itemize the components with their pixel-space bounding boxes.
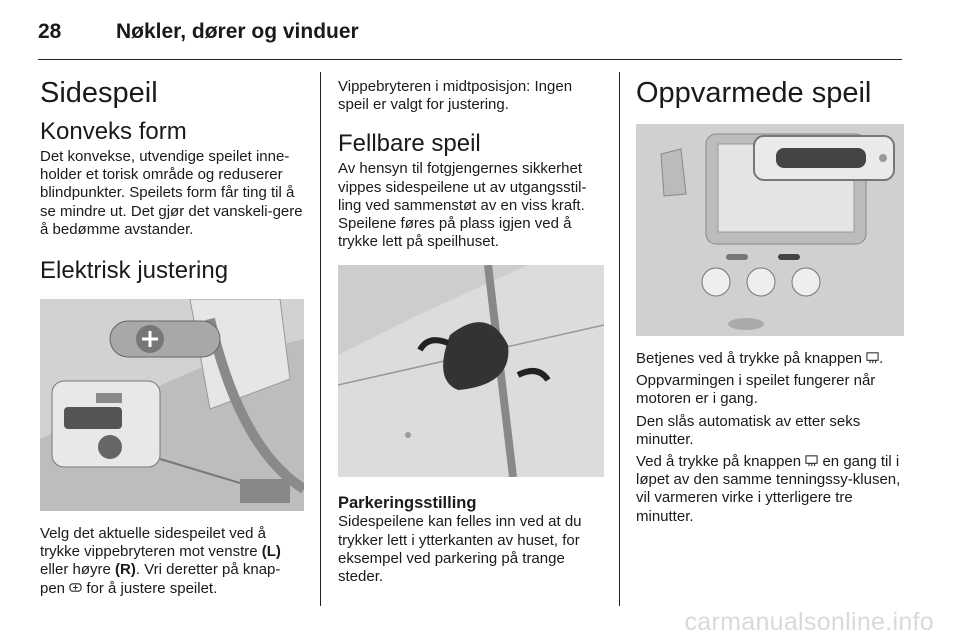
watermark: carmanualsonline.info: [684, 608, 934, 636]
rear-heat-icon: [866, 351, 879, 364]
folding-text: Av hensyn til fotgjengernes sikkerhet vippes sidespeilene ut av utgangsstil-ling ved sammenstøt av en viss kraft. Speilene føres på plass igjen ved å trykke lett på speilhuset.: [338, 160, 587, 251]
column-side-mirrors: [40, 72, 304, 598]
column-heated-mirrors: [636, 72, 904, 526]
right-code: (R): [115, 561, 136, 579]
heading-electric: Elektrisk justering: [40, 257, 229, 285]
column-folding-mirrors: [338, 72, 604, 586]
works-text: Oppvarmingen i speilet fungerer når motoren er i gang.: [636, 372, 876, 408]
heading-parking: Parkeringsstilling: [338, 494, 477, 513]
mirror-adjust-icon: [69, 581, 82, 594]
column-divider: [320, 72, 321, 606]
column-divider: [619, 72, 620, 606]
operate-text: Betjenes ved å trykke på knappen .: [636, 350, 884, 367]
parking-text: Sidespeilene kan felles inn ved at du trykker lett i ytterkanten av huset, for eksempel ved parkering på trange steder.: [338, 513, 582, 586]
adjust-text: Velg det aktuelle sidespeilet ved å trykke vippebryteren mot venstre (L) eller høyre (R). Vri deretter på knap-pen for å justere speilet.: [40, 525, 281, 597]
page-number: 28: [38, 20, 62, 43]
auto-off-text: Den slås automatisk av etter seks minutter.: [636, 412, 861, 448]
page-header: [38, 18, 922, 58]
heading-convex: Konveks form: [40, 118, 187, 145]
left-code: (L): [261, 543, 281, 561]
heading-folding: Fellbare speil: [338, 130, 481, 158]
chapter-title: Nøkler, dører og vinduer: [116, 20, 359, 43]
convex-text: Det konvekse, utvendige speilet inne-holder et torisk område og reduserer blindpunkter. Speilets form får ting til å se mindre ut. Det gjør det vanskeli-gere å bedømme avstander.: [40, 148, 303, 238]
repeat-text: Ved å trykke på knappen en gang til i løpet av den samme tenningssy-klusen, vil varmeren virke i ytterligere tre minutter.: [636, 453, 901, 525]
heated-mirror-button-illustration: [636, 124, 904, 336]
neutral-text: Vippebryteren i midtposisjon: Ingen speil er valgt for justering.: [338, 78, 573, 114]
header-rule: [38, 59, 902, 60]
mirror-control-illustration: [40, 299, 304, 511]
rear-heat-icon: [805, 454, 818, 467]
section-title-side-mirrors: Sidespeil: [40, 77, 158, 109]
folding-mirror-illustration: [338, 265, 604, 477]
heading-heated: Oppvarmede speil: [636, 77, 872, 109]
